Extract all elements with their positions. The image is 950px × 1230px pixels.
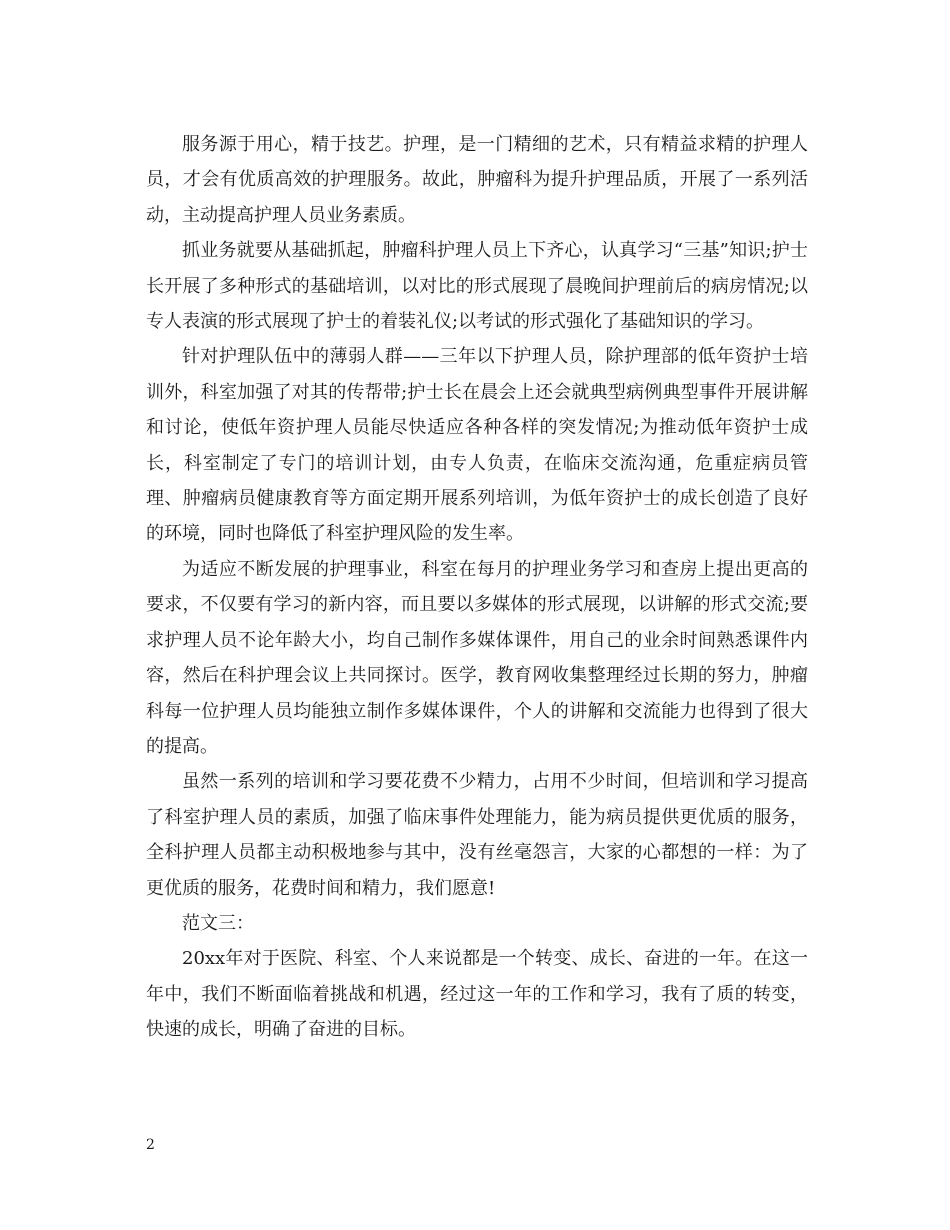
paragraph-year-summary: 20xx年对于医院、科室、个人来说都是一个转变、成长、奋进的一年。在这一年中，我们不断面临着挑战和机遇，经过这一年的工作和学习，我有了质的转变，快速的成长，明确了奋进的目标。 [146,948,808,1041]
paragraph-service-quality: 服务源于用心，精于技艺。护理，是一门精细的艺术，只有精益求精的护理人员，才会有优质高效的护理服务。故此，肿瘤科为提升护理品质，开展了一系列活动，主动提高护理人员业务素质。 [146,134,808,226]
paragraph-willing-effort: 虽然一系列的培训和学习要花费不少精力，占用不少时间，但培训和学习提高了科室护理人员的素质，加强了临床事件处理能力，能为病员提供更优质的服务，全科护理人员都主动积极地参与其中，没有丝毫怨言，大家的心都想的一样：为了更优质的服务，花费时间和精力，我们愿意! [146,771,808,899]
paragraph-basic-training: 抓业务就要从基础抓起，肿瘤科护理人员上下齐心，认真学习“三基”知识;护士长开展了多种形式的基础培训，以对比的形式展现了晨晚间护理前后的病房情况;以专人表演的形式展现了护士的着装礼仪;以考试的形式强化了基础知识的学习。 [146,240,808,333]
paragraph-multimedia-learning: 为适应不断发展的护理事业，科室在每月的护理业务学习和查房上提出更高的要求，不仅要有学习的新内容，而且要以多媒体的形式展现，以讲解的形式交流;要求护理人员不论年龄大小，均自己制作多媒体课件，用自己的业余时间熟悉课件内容，然后在科护理会议上共同探讨。医学，教育网收集整理经过长期的努力，肿瘤科每一位护理人员均能独立制作多媒体课件，个人的讲解和交流能力也得到了很大的提高。 [146,558,808,757]
section-heading-sample-three: 范文三： [182,912,254,934]
page-number: 2 [146,1137,155,1153]
document-body [146,127,808,1048]
paragraph-junior-nurses: 针对护理队伍中的薄弱人群——三年以下护理人员，除护理部的低年资护士培训外，科室加强了对其的传帮带;护士长在晨会上还会就典型病例典型事件开展讲解和讨论，使低年资护理人员能尽快适应各种各样的突发情况;为推动低年资护士成长，科室制定了专门的培训计划，由专人负责，在临床交流沟通，危重症病员管理、肿瘤病员健康教育等方面定期开展系列培训，为低年资护士的成长创造了良好的环境，同时也降低了科室护理风险的发生率。 [146,346,808,545]
